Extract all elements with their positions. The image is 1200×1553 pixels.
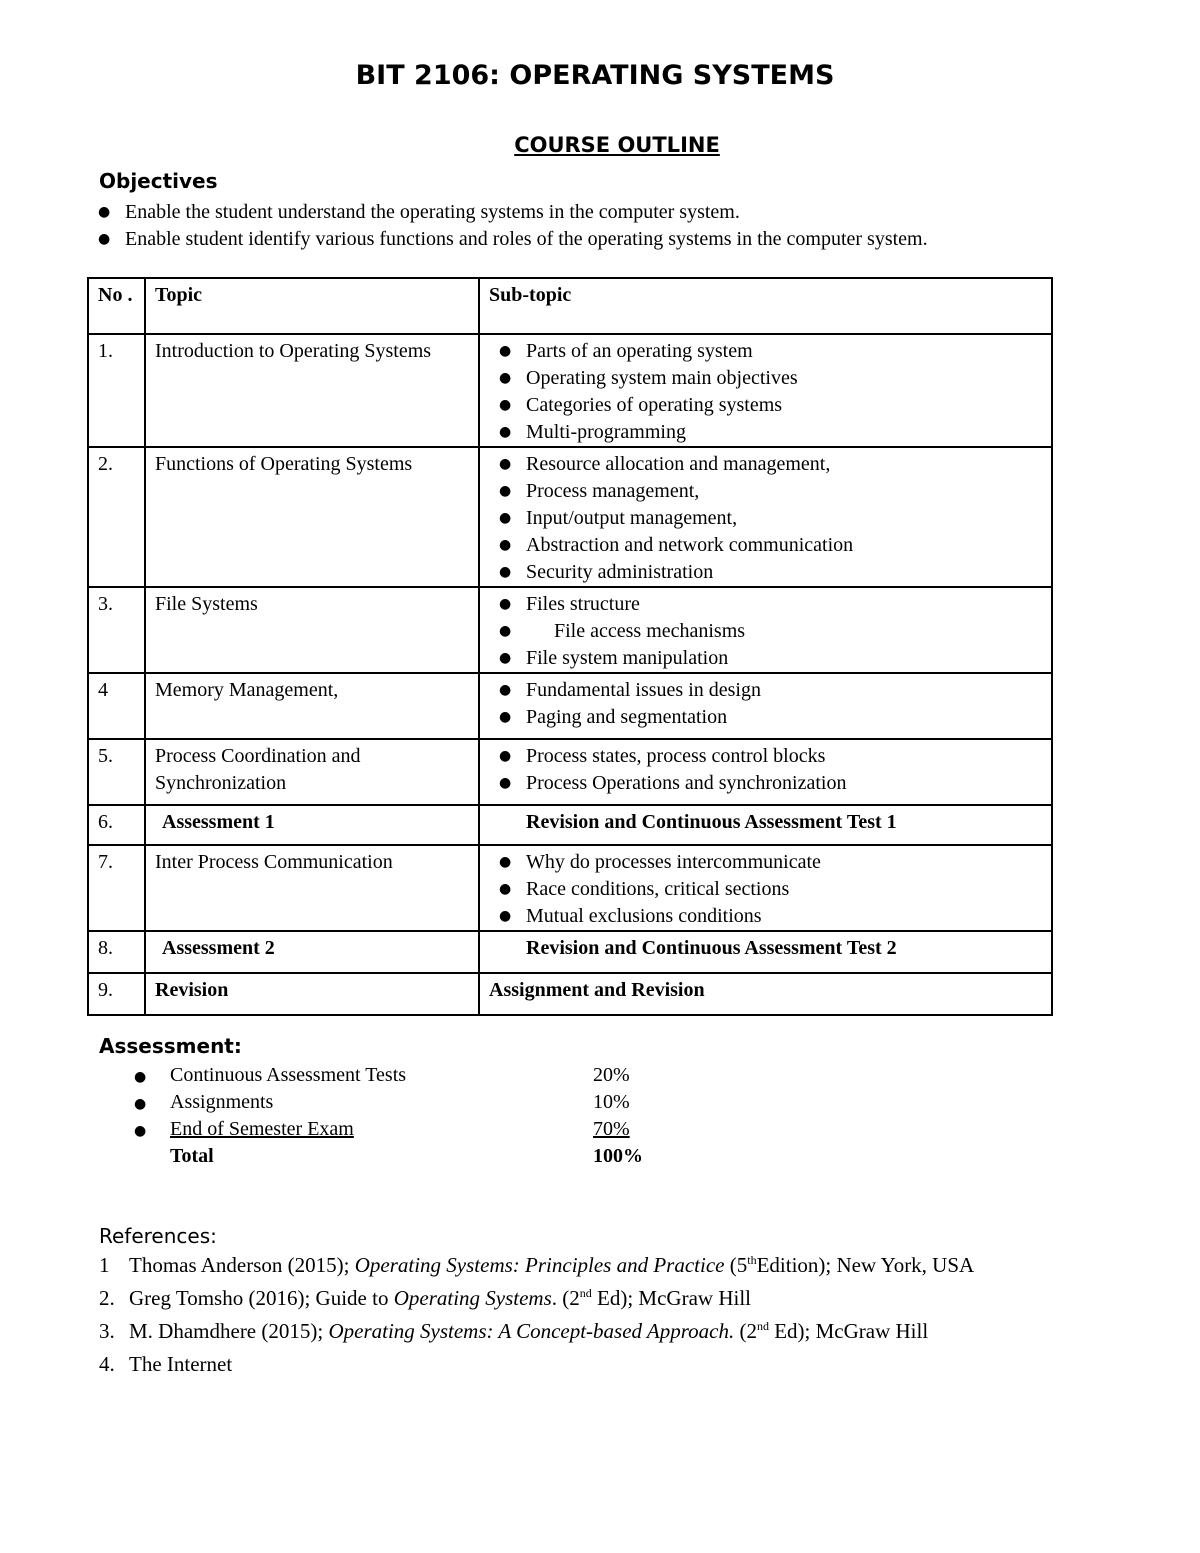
objective-text: Enable student identify various functions and roles of the operating systems in the computer system. (125, 228, 928, 250)
row-subtopics (479, 805, 1052, 845)
reference-author: The Internet (129, 1352, 233, 1376)
row-topic: Functions of Operating Systems (145, 447, 479, 587)
subtopic-item: Mutual exclusions conditions (526, 905, 762, 927)
table-header-row (88, 278, 1052, 334)
header-no: No . (88, 278, 145, 334)
reference-title: Operating Systems: A Concept-based Approach. (328, 1319, 735, 1343)
assessment-label: Continuous Assessment Tests (170, 1064, 407, 1086)
row-topic: Assessment 1 (145, 805, 479, 845)
bullet-icon: ● (499, 483, 512, 499)
reference-author: Thomas Anderson (2015); (129, 1253, 355, 1277)
assessment-list (130, 1062, 690, 1170)
assessment-label: End of Semester Exam (170, 1118, 354, 1140)
subtopic-item: Categories of operating systems (526, 394, 783, 416)
objective-item (98, 199, 928, 226)
row-subtopics (479, 334, 1052, 447)
references-list (99, 1249, 974, 1381)
bullet-icon: ● (98, 231, 111, 247)
assessment-value: 20% (593, 1064, 630, 1086)
reference-edition: . (2 (551, 1286, 580, 1310)
assessment-item (130, 1062, 690, 1089)
subtopic-text: Revision and Continuous Assessment Test 2 (526, 937, 897, 959)
row-subtopics (479, 587, 1052, 673)
row-subtopics (479, 931, 1052, 973)
row-number: 6. (88, 805, 145, 845)
subtopic-item: Security administration (526, 561, 714, 583)
total-label: Total (170, 1145, 214, 1167)
reference-sup: nd (579, 1286, 592, 1300)
table-row (88, 334, 1052, 447)
bullet-icon: ● (499, 682, 512, 698)
bullet-icon: ● (499, 370, 512, 386)
header-subtopic: Sub-topic (479, 278, 1052, 334)
reference-publisher: Ed); McGraw Hill (768, 1319, 929, 1343)
reference-number: 4. (99, 1352, 115, 1376)
bullet-icon: ● (499, 510, 512, 526)
table-row (88, 673, 1052, 739)
subtopic-item: Operating system main objectives (526, 367, 798, 389)
reference-edition: (5 (724, 1253, 748, 1277)
subtopic-item: Abstraction and network communication (526, 534, 854, 556)
bullet-icon: ● (499, 537, 512, 553)
bullet-icon: ● (134, 1096, 147, 1112)
reference-publisher: Edition); New York, USA (756, 1253, 975, 1277)
bullet-icon: ● (499, 397, 512, 413)
row-topic: Assessment 2 (145, 931, 479, 973)
objective-item (98, 226, 928, 253)
bullet-icon: ● (499, 709, 512, 725)
subtopic-item: Input/output management, (526, 507, 738, 529)
reference-item (99, 1282, 974, 1315)
objectives-list (98, 199, 928, 253)
subtopic-item: Race conditions, critical sections (526, 878, 790, 900)
assessment-label: Assignments (170, 1091, 274, 1113)
reference-sup: nd (756, 1319, 769, 1333)
total-value: 100% (593, 1145, 643, 1167)
row-topic: Introduction to Operating Systems (145, 334, 479, 447)
references-heading: References: (99, 1224, 217, 1248)
bullet-icon: ● (499, 881, 512, 897)
row-subtopics (479, 447, 1052, 587)
subtopic-item: Fundamental issues in design (526, 679, 761, 701)
assessment-value: 10% (593, 1091, 630, 1113)
row-number: 1. (88, 334, 145, 447)
subtopic-item: Process Operations and synchronization (526, 772, 847, 794)
row-subtopics (479, 845, 1052, 931)
bullet-icon: ● (134, 1069, 147, 1085)
bullet-icon: ● (98, 204, 111, 220)
row-number: 4 (88, 673, 145, 739)
subtopic-text: Revision and Continuous Assessment Test 1 (526, 811, 897, 833)
bullet-icon: ● (499, 908, 512, 924)
table-row (88, 739, 1052, 805)
bullet-icon: ● (499, 456, 512, 472)
subtopic-item: Multi-programming (526, 421, 686, 443)
assessment-item (130, 1116, 690, 1143)
row-topic: Process Coordination and Synchronization (145, 739, 479, 805)
bullet-icon: ● (499, 748, 512, 764)
row-topic: Memory Management, (145, 673, 479, 739)
row-number: 3. (88, 587, 145, 673)
document-subtitle: COURSE OUTLINE (514, 133, 720, 157)
assessment-item (130, 1089, 690, 1116)
reference-edition: (2 (734, 1319, 757, 1343)
document-title: BIT 2106: OPERATING SYSTEMS (355, 60, 835, 91)
row-subtopics (479, 739, 1052, 805)
subtopic-item: File access mechanisms (554, 620, 746, 642)
assessment-value: 70% (593, 1118, 630, 1140)
bullet-icon: ● (499, 854, 512, 870)
reference-author: M. Dhamdhere (2015); (129, 1319, 329, 1343)
bullet-icon: ● (134, 1123, 147, 1139)
reference-title: Operating Systems (393, 1286, 552, 1310)
row-topic: File Systems (145, 587, 479, 673)
subtopic-item: Process management, (526, 480, 700, 502)
subtopic-item: Why do processes intercommunicate (526, 851, 821, 873)
reference-number: 2. (99, 1286, 115, 1310)
row-subtopics (479, 673, 1052, 739)
subtopic-item: Process states, process control blocks (526, 745, 826, 767)
row-number: 8. (88, 931, 145, 973)
bullet-icon: ● (499, 775, 512, 791)
reference-publisher: Ed); McGraw Hill (591, 1286, 751, 1310)
row-number: 2. (88, 447, 145, 587)
row-topic: Inter Process Communication (145, 845, 479, 931)
reference-author: Greg Tomsho (2016); Guide to (129, 1286, 394, 1310)
header-topic: Topic (145, 278, 479, 334)
reference-item (99, 1315, 974, 1348)
row-subtopics: Assignment and Revision (479, 973, 1052, 1015)
bullet-icon: ● (499, 564, 512, 580)
bullet-icon: ● (499, 650, 512, 666)
table-row (88, 447, 1052, 587)
table-row (88, 931, 1052, 973)
table-row (88, 973, 1052, 1015)
row-number: 7. (88, 845, 145, 931)
course-outline-table (87, 277, 1053, 1016)
objectives-heading: Objectives (99, 169, 218, 193)
table-row (88, 805, 1052, 845)
table-row (88, 845, 1052, 931)
subtopic-item: File system manipulation (526, 647, 729, 669)
bullet-icon: ● (499, 343, 512, 359)
table-row (88, 587, 1052, 673)
subtopic-item: Resource allocation and management, (526, 453, 831, 475)
assessment-total (130, 1143, 690, 1170)
reference-sup: th (747, 1253, 757, 1267)
row-number: 5. (88, 739, 145, 805)
reference-item (99, 1249, 974, 1282)
reference-item (99, 1348, 974, 1381)
reference-title: Operating Systems: Principles and Practice (354, 1253, 725, 1277)
assessment-heading: Assessment: (99, 1034, 242, 1058)
subtopic-item: Paging and segmentation (526, 706, 728, 728)
bullet-icon: ● (499, 596, 512, 612)
bullet-icon: ● (499, 623, 512, 639)
row-number: 9. (88, 973, 145, 1015)
subtopic-item: Files structure (526, 593, 640, 615)
row-topic: Revision (145, 973, 479, 1015)
bullet-icon: ● (499, 424, 512, 440)
objective-text: Enable the student understand the operating systems in the computer system. (125, 201, 740, 223)
reference-number: 1 (99, 1253, 110, 1277)
reference-number: 3. (99, 1319, 115, 1343)
subtopic-item: Parts of an operating system (526, 340, 753, 362)
